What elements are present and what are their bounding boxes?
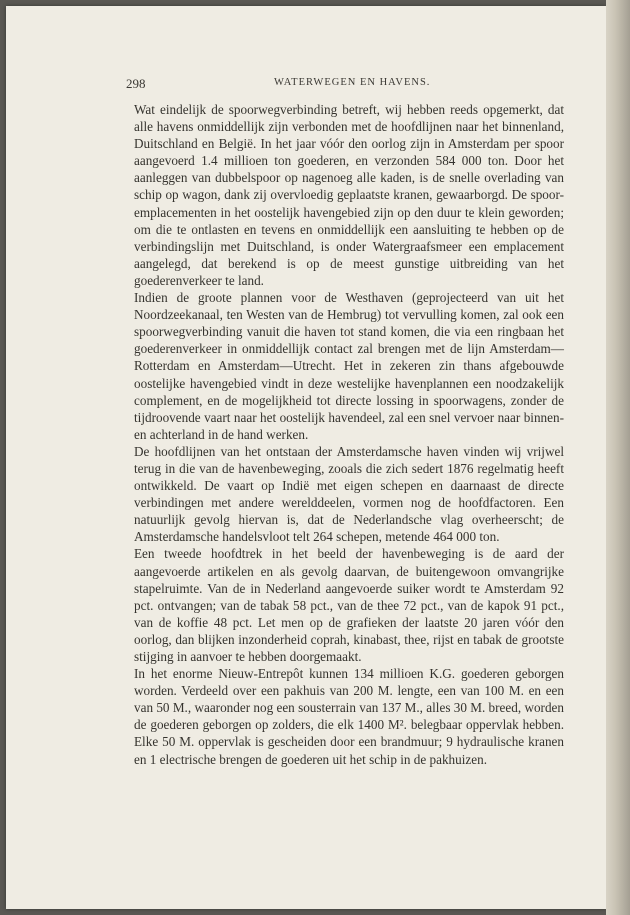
paragraph-stapelruimte: Een tweede hoofdtrek in het beeld der havenbeweging is de aard der aangevoerde artikelen en als gevolg daarvan, de buitengewoon omvangrijke stapelruimte. Van de in Nederland aangevoerde suiker wordt te Amsterdam 92 pct. ontvangen; van de tabak 58 pct., van de thee 72 pct., van de kapok 91 pct., van de koffie 48 pct. Let men op de grafieken der laatste 20 jaren vóór den oorlog, dan blijken inzonderheid coprah, kinabast, thee, rijst en tabak de grootste stijging in aanvoer te hebben doorgemaakt. [134,546,564,664]
paragraph-westhaven: Indien de groote plannen voor de Westhaven (geprojecteerd van uit het Noordzeekanaal, ten Westen van de Hembrug) tot vervulling komen, zal ook een spoorwegverbinding vanuit die haven tot stand komen, die via een ringbaan het goederenverkeer in onmiddellijk contact zal brengen met de lijn Amsterdam—Rotterdam en Amsterdam—Utrecht. Het in zekeren zin thans afgebouwde oostelijke havengebied vindt in deze westelijke havenplannen een noodzakelijk complement, en de mogelijkheid tot directe lossing in spoorwagens, zonder de tijdroovende vaart naar het oostelijk havendeel, zal een snel vervoer naar binnen- en achterland in de hand werken. [134,290,564,442]
page-header [126,76,596,92]
body-text [134,101,564,768]
book-gutter [606,0,630,915]
paragraph-havenbeweging: De hoofdlijnen van het ontstaan der Amsterdamsche haven vinden wij vrijwel terug in die van de havenbeweging, zooals die zich sedert 1876 regelmatig heeft ontwikkeld. De vaart op Indië met eigen schepen en daarnaast de directe verbindingen met andere werelddeelen, vormen nog de hoofdfactoren. Een natuurlijk gevolg hiervan is, dat de Nederlandsche vlag overheerscht; de Amsterdamsche handelsvloot telt 264 schepen, metende 464 000 ton. [134,443,564,545]
paragraph-railway: Wat eindelijk de spoorwegverbinding betreft, wij hebben reeds opgemerkt, dat alle havens onmiddellijk zijn verbonden met de hoofdlijnen naar het binnenland, Duitschland en België. In het jaar vóór den oorlog zijn in Amsterdam per spoor aangevoerd 1.4 millioen ton goederen, en verzonden 584 000 ton. Door het aanleggen van dubbelspoor op nagenoeg alle kaden, is de snelle overlading van schip op wagon, dank zij overvloedig geplaatste kranen, gewaarborgd. De spoor-emplacementen in het oostelijk havengebied zijn op den duur te klein geworden; om die te ontlasten en tevens en onmiddellijk een aansluiting te hebben op de verbindingslijn met Duitschland, is onder Watergraafsmeer een emplacement aangelegd, dat berekend is op de meest gunstige uitbreiding van het goederenverkeer te land. [134,102,564,288]
page-number: 298 [126,76,146,91]
running-title: WATERWEGEN EN HAVENS. [274,77,431,88]
paragraph-entrepot: In het enorme Nieuw-Entrepôt kunnen 134 millioen K.G. goederen geborgen worden. Verdeeld over een pakhuis van 200 M. lengte, een van 100 M. en een van 50 M., waaronder nog een sousterrain van 137 M., alles 30 M. breed, worden de goederen geborgen op zolders, die elk 1400 M². belegbaar oppervlak hebben. Elke 50 M. oppervlak is gescheiden door een brandmuur; 9 hydraulische kranen en 1 electrische brengen de goederen uit het schip in de pakhuizen. [134,666,564,767]
